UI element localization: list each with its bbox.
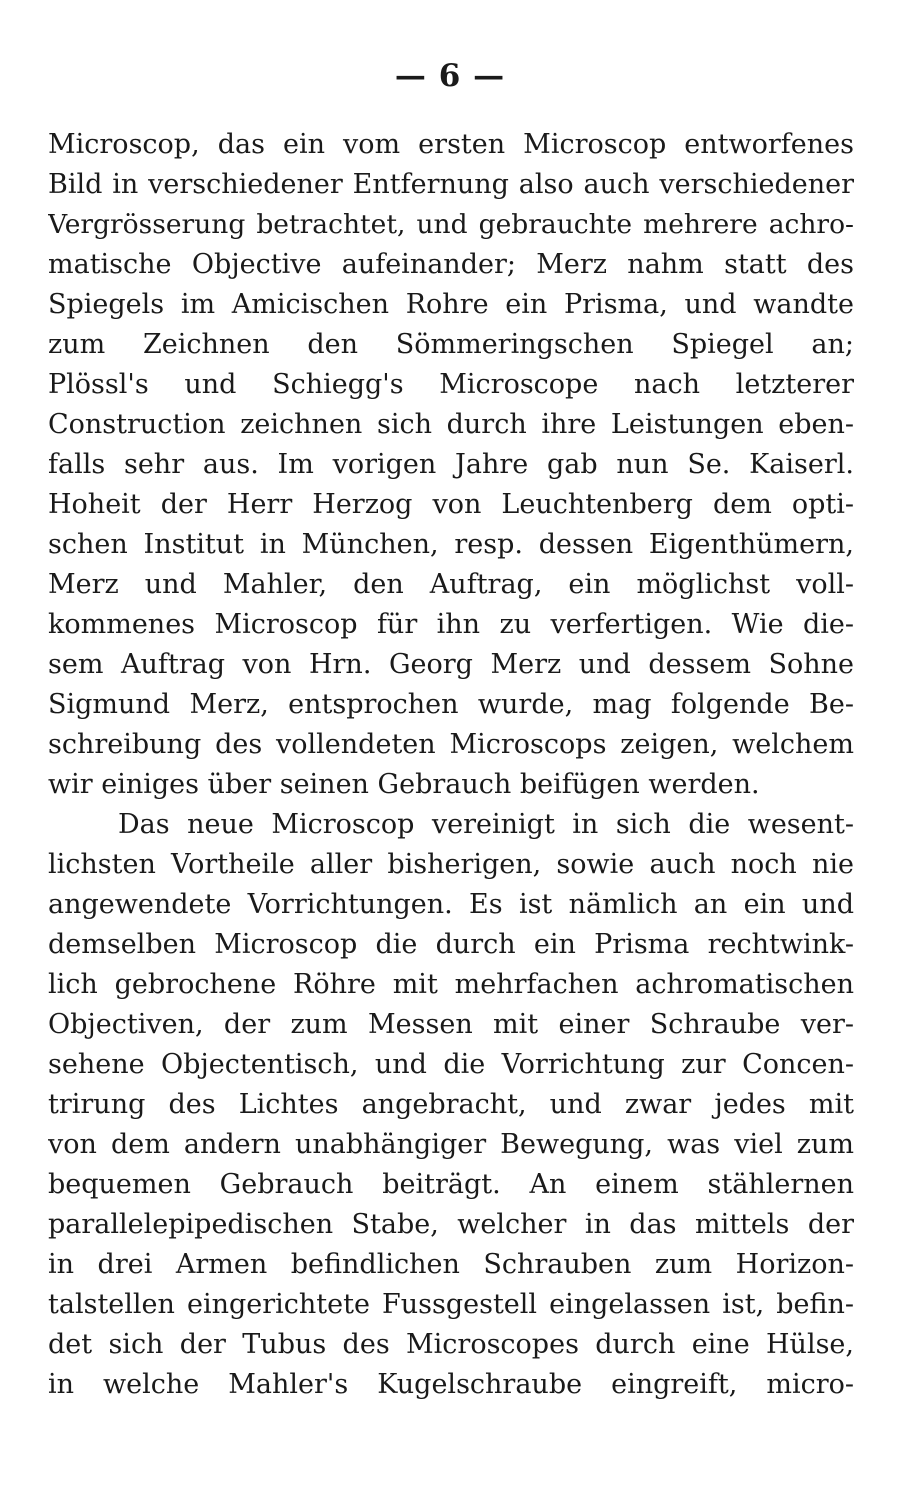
text-line: kommenes Microscop für ihn zu verfertigen. Wie die- [48, 609, 854, 640]
page-number: — 6 — [394, 58, 506, 94]
text-line: Bild in verschiedener Entfernung also auch verschiedener [48, 169, 854, 200]
text-line: matische Objective aufeinander; Merz nahm statt des [48, 249, 854, 280]
text-line: sem Auftrag von Hrn. Georg Merz und dessem Sohne [48, 649, 854, 680]
text-line: in welche Mahler's Kugelschraube eingreift, micro- [48, 1369, 854, 1400]
text-line: in drei Armen befindlichen Schrauben zum Horizon- [48, 1249, 854, 1280]
text-line: angewendete Vorrichtungen. Es ist nämlich an ein und [48, 889, 854, 920]
text-line: zum Zeichnen den Sömmeringschen Spiegel an; [48, 329, 854, 360]
paragraph [48, 125, 854, 805]
text-line: falls sehr aus. Im vorigen Jahre gab nun Se. Kaiserl. [48, 449, 854, 480]
text-line: lichsten Vortheile aller bisherigen, sowie auch noch nie [48, 849, 854, 880]
text-line: talstellen eingerichtete Fussgestell eingelassen ist, befin- [48, 1289, 854, 1320]
text-line: demselben Microscop die durch ein Prisma rechtwink- [48, 929, 854, 960]
text-line: wir einiges über seinen Gebrauch beifügen werden. [48, 769, 760, 800]
text-line: Sigmund Merz, entsprochen wurde, mag folgende Be- [48, 689, 854, 720]
text-line: Objectiven, der zum Messen mit einer Schraube ver- [48, 1009, 854, 1040]
text-line: schen Institut in München, resp. dessen Eigenthümern, [48, 529, 854, 560]
text-line: Construction zeichnen sich durch ihre Leistungen eben- [48, 409, 854, 440]
text-line: Spiegels im Amicischen Rohre ein Prisma, und wandte [48, 289, 854, 320]
text-line: Microscop, das ein vom ersten Microscop entworfenes [48, 129, 854, 160]
text-line: trirung des Lichtes angebracht, und zwar jedes mit [48, 1089, 854, 1120]
text-line: det sich der Tubus des Microscopes durch eine Hülse, [48, 1329, 854, 1360]
paragraph [48, 805, 854, 1405]
text-line: bequemen Gebrauch beiträgt. An einem stählernen [48, 1169, 854, 1200]
text-line: Merz und Mahler, den Auftrag, ein möglichst voll- [48, 569, 854, 600]
text-line: von dem andern unabhängiger Bewegung, was viel zum [48, 1129, 854, 1160]
text-line: Vergrösserung betrachtet, und gebrauchte mehrere achro- [48, 209, 854, 240]
text-line: Hoheit der Herr Herzog von Leuchtenberg dem opti- [48, 489, 854, 520]
text-line: schreibung des vollendeten Microscops zeigen, welchem [48, 729, 854, 760]
text-line: sehene Objectentisch, und die Vorrichtung zur Concen- [48, 1049, 854, 1080]
text-line: Das neue Microscop vereinigt in sich die wesent- [118, 809, 854, 840]
body-text [48, 125, 854, 1405]
text-line: parallelepipedischen Stabe, welcher in das mittels der [48, 1209, 854, 1240]
text-line: lich gebrochene Röhre mit mehrfachen achromatischen [48, 969, 854, 1000]
text-line: Plössl's und Schiegg's Microscope nach letzterer [48, 369, 854, 400]
